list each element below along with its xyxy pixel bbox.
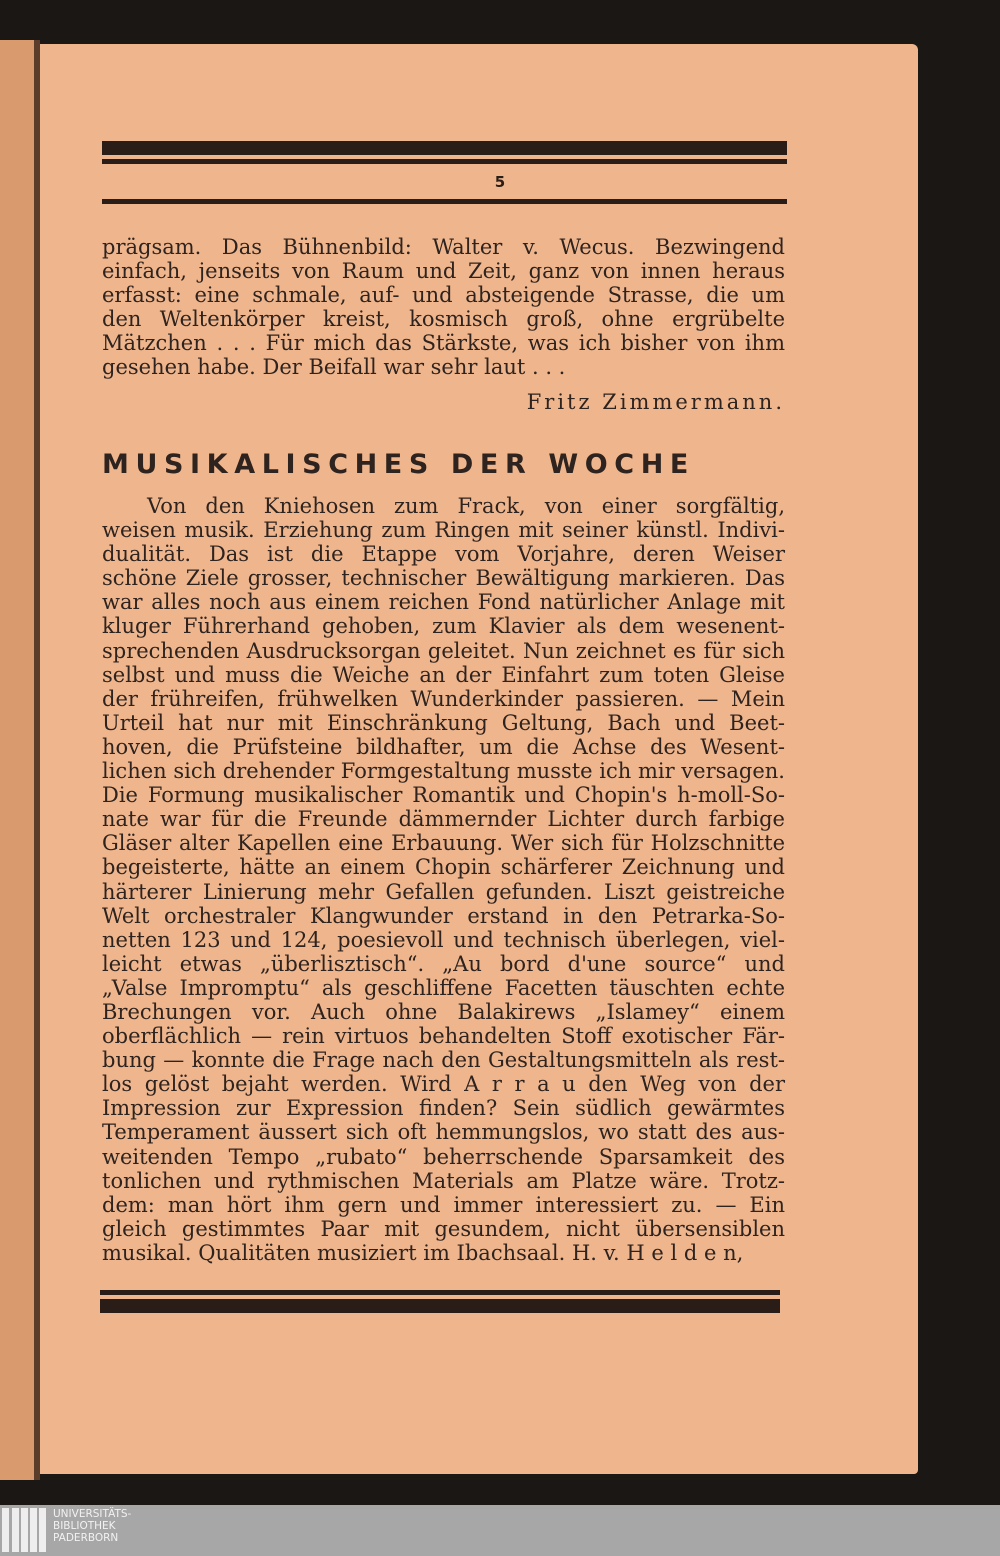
text-line: gleich gestimmtes Paar mit gesundem, nicht übersensiblen [102,1216,785,1241]
text-line: der frühreifen, frühwelken Wunderkinder passieren. — Mein [102,686,785,711]
logo-stripe [21,1508,28,1552]
text-line: einfach, jenseits von Raum und Zeit, ganz von innen heraus [102,259,785,284]
logo-line: BIBLIOTHEK [53,1520,116,1532]
text-line: Von den Kniehosen zum Frack, von einer sorgfältig, [147,494,785,518]
text-line: Gläser alter Kapellen eine Erbauung. Wer sich für Holzschnitte [102,831,785,856]
text-line: war alles noch aus einem reichen Fond natürlicher Anlage mit [102,590,785,615]
text-line: Temperament äussert sich oft hemmungslos, wo statt des aus- [102,1120,785,1145]
text-line: musikal. Qualitäten musiziert im Ibachsaal. H. v. H e l d e n, [102,1240,744,1265]
section-heading: MUSIKALISCHES DER WOCHE [102,449,695,480]
text-line: selbst und muss die Weiche an der Einfahrt zum toten Gleise [102,662,785,687]
text-line: den Weltenkörper kreist, kosmisch groß, ohne ergrübelte [102,307,785,332]
text-line: Die Formung musikalischer Romantik und Chopin's h-moll-So- [102,783,785,808]
text-line: tonlichen und rythmischen Materials am Platze wäre. Trotz- [102,1168,785,1193]
text-line: Mätzchen . . . Für mich das Stärkste, was ich bisher von ihm [102,331,785,356]
text-line: begeisterte, hätte an einem Chopin schärferer Zeichnung und [102,855,785,880]
page-number: 5 [494,173,506,191]
text-line: sprechenden Ausdrucksorgan geleitet. Nun zeichnet es für sich [102,638,785,663]
text-line: dualität. Das ist die Etappe vom Vorjahre, deren Weiser [102,542,785,567]
bottom-rule-thin [100,1290,780,1295]
text-line: dem: man hört ihm gern und immer interessiert zu. — Ein [102,1192,785,1217]
text-line: weisen musik. Erziehung zum Ringen mit seiner künstl. Indivi- [102,518,785,543]
text-line: erfasst: eine schmale, auf- und absteigende Strasse, die um [102,283,785,308]
text-line: netten 123 und 124, poesievoll und technisch überlegen, viel- [102,927,785,952]
text-line: härterer Linierung mehr Gefallen gefunden. Liszt geistreiche [102,879,785,904]
top-rule-thick [102,141,787,155]
logo-stripe [12,1508,19,1552]
text-line: hoven, die Prüfsteine bildhafter, um die Achse des Wesent- [102,734,785,759]
text-line: „Valse Impromptu“ als geschliffene Facetten täuschten echte [102,975,785,1000]
header-rule [102,199,787,204]
logo-line: PADERBORN [53,1532,119,1544]
text-line: lichen sich drehender Formgestaltung musste ich mir versagen. [102,759,785,784]
text-line: bung — konnte die Frage nach den Gestaltungsmitteln als rest- [102,1048,785,1073]
bottom-rule-thick [100,1299,780,1313]
text-line: Welt orchestraler Klangwunder erstand in den Petrarka-So- [102,903,785,928]
logo-stripe [39,1508,46,1552]
library-logo-bar [0,1505,1000,1556]
text-line: prägsam. Das Bühnenbild: Walter v. Wecus. Bezwingend [102,235,785,259]
top-rule-thin [102,159,787,164]
text-line: Impression zur Expression finden? Sein südlich gewärmtes [102,1096,785,1121]
text-line: schöne Ziele grosser, technischer Bewältigung markieren. Das [102,566,785,591]
text-line: gesehen habe. Der Beifall war sehr laut . . . [102,355,566,380]
adjacent-page-edge [0,40,34,1480]
intro-paragraph [102,235,785,380]
text-line: weitenden Tempo „rubato“ beherrschende Sparsamkeit des [102,1144,785,1169]
library-logo-text [53,1508,131,1544]
text-line: nate war für die Freunde dämmernder Lichter durch farbige [102,807,785,832]
article-paragraph [102,494,785,1265]
text-line: kluger Führerhand gehoben, zum Klavier als dem wesenent- [102,614,785,639]
logo-stripe [30,1508,37,1552]
text-line: leicht etwas „überlisztisch“. „Au bord d'une source“ und [102,951,785,976]
logo-stripe [2,1508,9,1552]
signature: Fritz Zimmermann. [526,390,785,414]
text-line: oberflächlich — rein virtuos behandelten Stoff exotischer Fär- [102,1024,785,1049]
logo-line: UNIVERSITÄTS- [53,1508,132,1520]
text-line: Brechungen vor. Auch ohne Balakirews „Islamey“ einem [102,999,785,1024]
text-line: los gelöst bejaht werden. Wird A r r a u den Weg von der [102,1072,785,1097]
text-line: Urteil hat nur mit Einschränkung Geltung, Bach und Beet- [102,710,785,735]
